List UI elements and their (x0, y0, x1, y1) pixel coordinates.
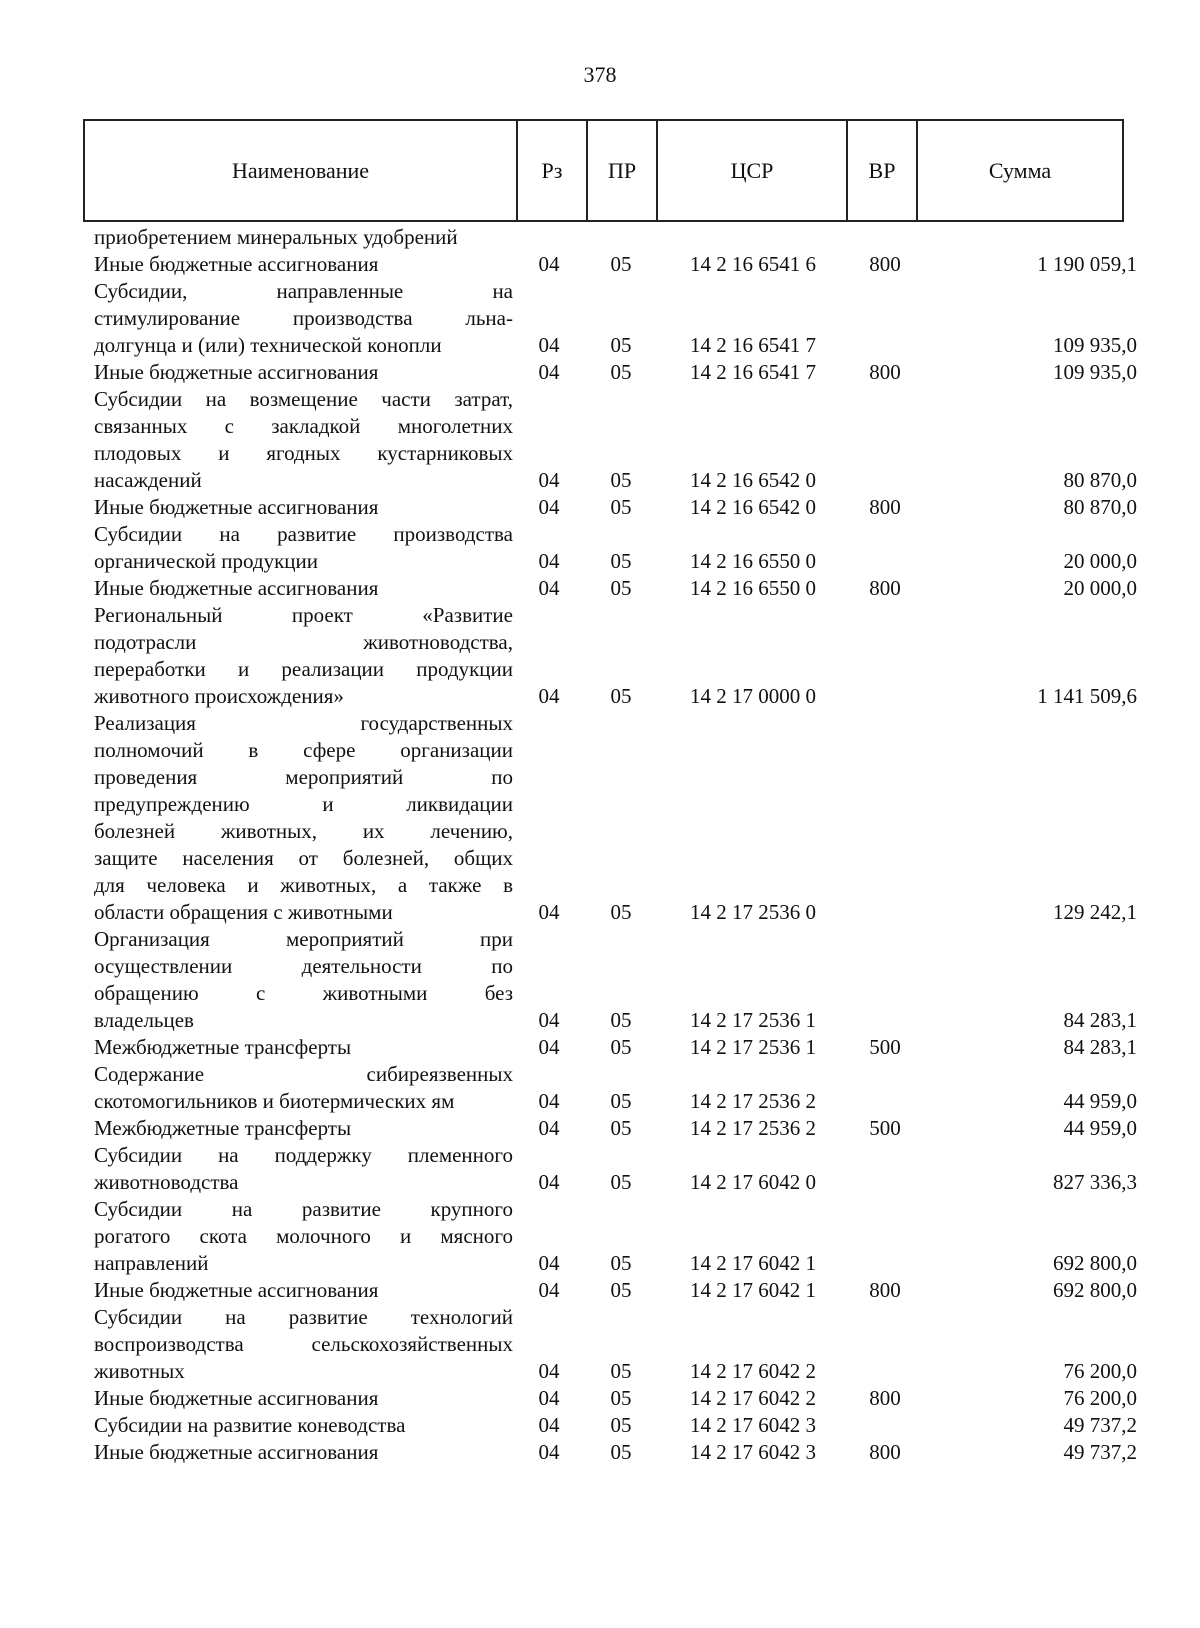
table-row (83, 710, 1148, 926)
row-rz: 04 (538, 1386, 560, 1410)
row-name (83, 1304, 513, 1385)
row-pr: 05 (610, 1251, 632, 1275)
row-rz: 04 (538, 549, 560, 573)
row-sum: 80 870,0 (1063, 468, 1137, 492)
row-rz: 04 (538, 684, 560, 708)
row-name-line: Региональный проект «Развитие (94, 603, 513, 627)
row-pr: 05 (610, 1008, 632, 1032)
row-csr: 14 2 17 6042 2 (690, 1359, 816, 1383)
row-csr: 14 2 17 2536 2 (690, 1089, 816, 1113)
row-name-line: Иные бюджетные ассигнования (94, 495, 379, 519)
row-vr: 800 (869, 1440, 901, 1464)
row-csr: 14 2 17 0000 0 (690, 684, 816, 708)
row-sum: 1 141 509,6 (1037, 684, 1137, 708)
row-name (83, 1196, 513, 1277)
row-vr: 800 (869, 1386, 901, 1410)
row-pr: 05 (610, 684, 632, 708)
row-rz: 04 (538, 1278, 560, 1302)
row-name-line: Субсидии на возмещение части затрат, (94, 387, 513, 411)
row-name-line: Субсидии на развитие технологий (94, 1305, 513, 1329)
row-name (83, 251, 513, 278)
column-header-pr: ПР (587, 120, 657, 221)
table-row (83, 494, 1148, 521)
row-csr: 14 2 16 6541 7 (690, 333, 816, 357)
table-row (83, 1385, 1148, 1412)
row-name-line: стимулирование производства льна- (94, 306, 513, 330)
row-csr: 14 2 17 6042 3 (690, 1413, 816, 1437)
row-csr: 14 2 17 2536 0 (690, 900, 816, 924)
row-name-line: Субсидии на развитие производства (94, 522, 513, 546)
row-name-line: переработки и реализации продукции (94, 657, 513, 681)
row-rz: 04 (538, 1440, 560, 1464)
row-name (83, 1277, 513, 1304)
row-rz: 04 (538, 1035, 560, 1059)
row-csr: 14 2 17 6042 3 (690, 1440, 816, 1464)
row-name-line: животного происхождения» (94, 684, 344, 708)
row-csr: 14 2 16 6541 7 (690, 360, 816, 384)
row-name-line: Иные бюджетные ассигнования (94, 360, 379, 384)
row-csr: 14 2 16 6542 0 (690, 495, 816, 519)
row-rz: 04 (538, 1089, 560, 1113)
table-row (83, 1304, 1148, 1385)
row-name-line: Иные бюджетные ассигнования (94, 1278, 379, 1302)
row-pr: 05 (610, 495, 632, 519)
row-sum: 109 935,0 (1053, 333, 1137, 357)
row-sum: 80 870,0 (1063, 495, 1137, 519)
row-sum: 692 800,0 (1053, 1251, 1137, 1275)
row-name (83, 224, 513, 251)
row-name-line: осуществлении деятельности по (94, 954, 513, 978)
column-header-sum: Сумма (917, 120, 1123, 221)
table-row (83, 602, 1148, 710)
row-name (83, 1115, 513, 1142)
row-csr: 14 2 16 6550 0 (690, 549, 816, 573)
table-row (83, 575, 1148, 602)
row-name (83, 710, 513, 926)
row-name-line: животных (94, 1359, 185, 1383)
row-pr: 05 (610, 1116, 632, 1140)
row-sum: 692 800,0 (1053, 1278, 1137, 1302)
row-name-line: Субсидии, направленные на (94, 279, 513, 303)
row-csr: 14 2 16 6541 6 (690, 252, 816, 276)
table-row (83, 1061, 1148, 1115)
table-row (83, 278, 1148, 359)
row-name-line: предупреждению и ликвидации (94, 792, 513, 816)
row-pr: 05 (610, 1413, 632, 1437)
row-rz: 04 (538, 1170, 560, 1194)
row-name-line: Межбюджетные трансферты (94, 1035, 352, 1059)
row-name (83, 386, 513, 494)
row-name (83, 1142, 513, 1196)
row-name-line: приобретением минеральных удобрений (94, 225, 458, 249)
table-header (83, 119, 1124, 222)
row-sum: 49 737,2 (1063, 1413, 1137, 1437)
row-rz: 04 (538, 900, 560, 924)
row-pr: 05 (610, 1386, 632, 1410)
row-pr: 05 (610, 549, 632, 573)
row-vr: 800 (869, 1278, 901, 1302)
row-name-line: полномочий в сфере организации (94, 738, 513, 762)
row-name-line: Межбюджетные трансферты (94, 1116, 352, 1140)
row-csr: 14 2 17 6042 1 (690, 1278, 816, 1302)
table-row (83, 251, 1148, 278)
row-name (83, 521, 513, 575)
table-row (83, 1142, 1148, 1196)
row-name-line: владельцев (94, 1008, 194, 1032)
row-sum: 49 737,2 (1063, 1440, 1137, 1464)
row-name (83, 494, 513, 521)
table-row (83, 1034, 1148, 1061)
row-name (83, 575, 513, 602)
row-pr: 05 (610, 468, 632, 492)
table-row (83, 926, 1148, 1034)
row-name (83, 1034, 513, 1061)
row-pr: 05 (610, 1089, 632, 1113)
row-csr: 14 2 16 6550 0 (690, 576, 816, 600)
row-rz: 04 (538, 1359, 560, 1383)
table-body (83, 224, 1148, 1466)
table-row (83, 1439, 1148, 1466)
row-csr: 14 2 17 2536 1 (690, 1008, 816, 1032)
row-name (83, 1385, 513, 1412)
row-pr: 05 (610, 1278, 632, 1302)
row-name-line: подотрасли животноводства, (94, 630, 513, 654)
row-name (83, 602, 513, 710)
row-rz: 04 (538, 252, 560, 276)
row-csr: 14 2 17 6042 1 (690, 1251, 816, 1275)
table-row (83, 224, 1148, 251)
row-sum: 44 959,0 (1063, 1089, 1137, 1113)
row-vr: 800 (869, 360, 901, 384)
row-pr: 05 (610, 1035, 632, 1059)
column-header-csr: ЦСР (657, 120, 847, 221)
row-sum: 109 935,0 (1053, 360, 1137, 384)
table-row (83, 521, 1148, 575)
row-vr: 800 (869, 252, 901, 276)
row-sum: 84 283,1 (1063, 1008, 1137, 1032)
row-sum: 1 190 059,1 (1037, 252, 1137, 276)
row-name-line: обращению с животными без (94, 981, 513, 1005)
row-name-line: насаждений (94, 468, 202, 492)
row-pr: 05 (610, 576, 632, 600)
row-name-line: Иные бюджетные ассигнования (94, 576, 379, 600)
row-pr: 05 (610, 333, 632, 357)
row-name-line: скотомогильников и биотермических ям (94, 1089, 455, 1113)
row-csr: 14 2 17 2536 2 (690, 1116, 816, 1140)
row-vr: 500 (869, 1035, 901, 1059)
row-name-line: направлений (94, 1251, 209, 1275)
row-pr: 05 (610, 1359, 632, 1383)
row-csr: 14 2 17 6042 2 (690, 1386, 816, 1410)
row-name-line: для человека и животных, а также в (94, 873, 513, 897)
row-csr: 14 2 17 2536 1 (690, 1035, 816, 1059)
table-row (83, 1115, 1148, 1142)
row-vr: 800 (869, 495, 901, 519)
row-name-line: Содержание сибиреязвенных (94, 1062, 513, 1086)
row-rz: 04 (538, 333, 560, 357)
page-number: 378 (583, 62, 617, 87)
row-name-line: Иные бюджетные ассигнования (94, 1386, 379, 1410)
row-name-line: органической продукции (94, 549, 318, 573)
row-name (83, 1412, 513, 1439)
row-rz: 04 (538, 576, 560, 600)
row-sum: 20 000,0 (1063, 549, 1137, 573)
row-name-line: Реализация государственных (94, 711, 513, 735)
column-header-name: Наименование (84, 120, 517, 221)
row-sum: 84 283,1 (1063, 1035, 1137, 1059)
table-row (83, 1277, 1148, 1304)
row-name-line: Иные бюджетные ассигнования (94, 1440, 379, 1464)
row-name-line: связанных с закладкой многолетних (94, 414, 513, 438)
row-name-line: Субсидии на поддержку племенного (94, 1143, 513, 1167)
row-csr: 14 2 17 6042 0 (690, 1170, 816, 1194)
row-name (83, 926, 513, 1034)
row-rz: 04 (538, 468, 560, 492)
row-name-line: животноводства (94, 1170, 239, 1194)
row-name (83, 1439, 513, 1466)
row-pr: 05 (610, 360, 632, 384)
row-name-line: воспроизводства сельскохозяйственных (94, 1332, 513, 1356)
column-header-rz: Рз (517, 120, 587, 221)
row-rz: 04 (538, 495, 560, 519)
row-name-line: области обращения с животными (94, 900, 393, 924)
row-csr: 14 2 16 6542 0 (690, 468, 816, 492)
row-name-line: рогатого скота молочного и мясного (94, 1224, 513, 1248)
row-name-line: защите населения от болезней, общих (94, 846, 513, 870)
row-name-line: Иные бюджетные ассигнования (94, 252, 379, 276)
row-rz: 04 (538, 360, 560, 384)
row-sum: 827 336,3 (1053, 1170, 1137, 1194)
row-name (83, 359, 513, 386)
table-row (83, 1412, 1148, 1439)
row-name-line: болезней животных, их лечению, (94, 819, 513, 843)
row-name-line: Субсидии на развитие крупного (94, 1197, 513, 1221)
row-name-line: долгунца и (или) технической конопли (94, 333, 442, 357)
row-sum: 20 000,0 (1063, 576, 1137, 600)
row-sum: 44 959,0 (1063, 1116, 1137, 1140)
row-sum: 76 200,0 (1063, 1359, 1137, 1383)
row-rz: 04 (538, 1116, 560, 1140)
table-row (83, 1196, 1148, 1277)
row-rz: 04 (538, 1251, 560, 1275)
column-header-vr: ВР (847, 120, 917, 221)
row-sum: 76 200,0 (1063, 1386, 1137, 1410)
row-pr: 05 (610, 1170, 632, 1194)
row-name (83, 278, 513, 359)
row-name-line: Субсидии на развитие коневодства (94, 1413, 406, 1437)
row-name-line: проведения мероприятий по (94, 765, 513, 789)
row-sum: 129 242,1 (1053, 900, 1137, 924)
row-pr: 05 (610, 900, 632, 924)
table-row (83, 359, 1148, 386)
row-pr: 05 (610, 1440, 632, 1464)
row-vr: 500 (869, 1116, 901, 1140)
row-name-line: Организация мероприятий при (94, 927, 513, 951)
row-vr: 800 (869, 576, 901, 600)
table-row (83, 386, 1148, 494)
row-rz: 04 (538, 1413, 560, 1437)
row-rz: 04 (538, 1008, 560, 1032)
row-name (83, 1061, 513, 1115)
row-name-line: плодовых и ягодных кустарниковых (94, 441, 513, 465)
row-pr: 05 (610, 252, 632, 276)
